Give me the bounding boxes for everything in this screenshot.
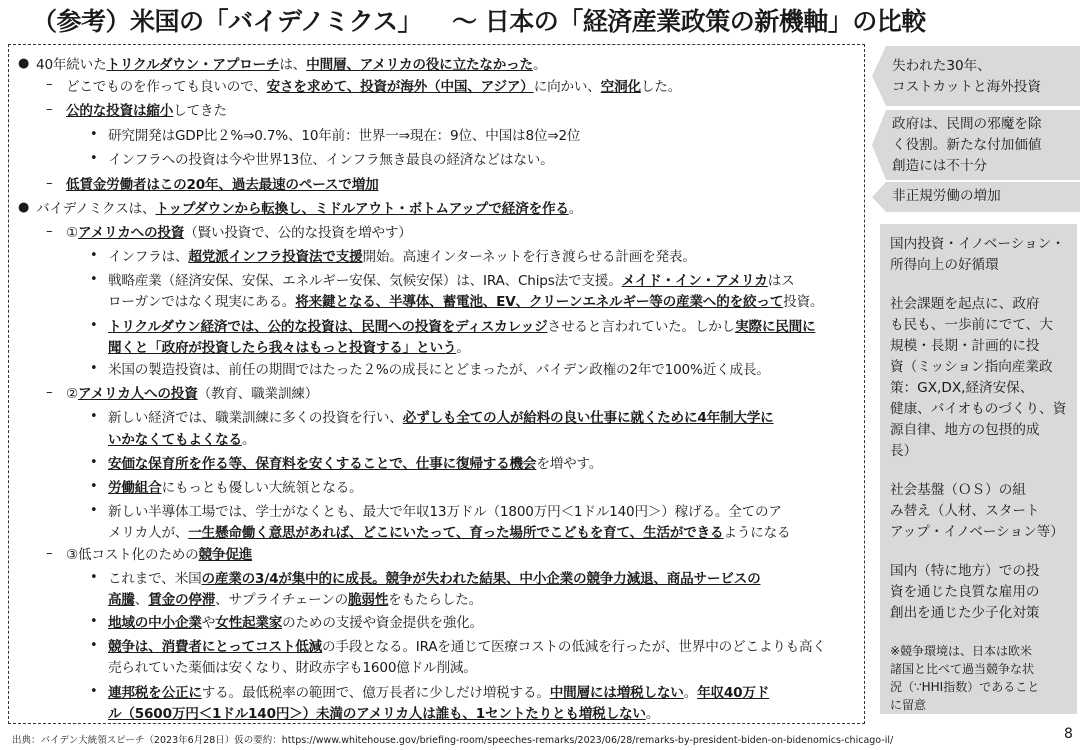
bullet-icon: ● xyxy=(18,200,30,215)
japan-policy-panel xyxy=(880,224,1077,714)
text-line: いかなくてもよくなる。 xyxy=(108,432,256,448)
panel-item: 社会基盤（ＯＳ）の組 み替え（人材、スタート アップ・イノベーション等） xyxy=(890,482,1064,540)
text-line: ローガンではなく現実にある。将来鍵となる、半導体、蓄電池、EV、クリーンエネルギー等の産業へ的を絞って投資。 xyxy=(108,294,824,310)
sub-bullet-icon: • xyxy=(90,318,98,333)
text-line: ル（5600万円＜1ドル140円＞）未満のアメリカ人は誰も、1セントたりとも増税しない。 xyxy=(108,706,660,722)
dash-icon: – xyxy=(46,546,53,561)
sub-bullet-icon: • xyxy=(90,127,98,142)
title-left: （参考）米国の「バイデノミクス」 xyxy=(32,7,423,36)
sub-bullet-icon: • xyxy=(90,570,98,585)
callout-lost-30-years: 失われた30年、 コストカットと海外投資 xyxy=(872,46,1080,106)
text-line: 公的な投資は縮小してきた xyxy=(66,103,227,119)
text-line: ②アメリカ人への投資（教育、職業訓練） xyxy=(66,386,319,402)
sub-bullet-icon: • xyxy=(90,614,98,629)
dash-icon: – xyxy=(46,385,53,400)
sub-bullet-icon: • xyxy=(90,455,98,470)
page-number: 8 xyxy=(1064,726,1073,742)
text-line: 40年続いたトリクルダウン・アプローチは、中間層、アメリカの役に立たなかった。 xyxy=(36,57,547,73)
dash-icon: – xyxy=(46,176,53,191)
text-line: メリカ人が、一生懸命働く意思があれば、どこにいたって、育った場所でこどもを育て、生活ができるようになる xyxy=(108,525,791,541)
callout-government-role: 政府は、民間の邪魔を除 く役割。新たな付加価値 創造には不十分 xyxy=(872,110,1080,180)
sub-bullet-icon: • xyxy=(90,479,98,494)
text-line: 聞くと「政府が投資したら我々はもっと投資する」という。 xyxy=(108,340,470,356)
panel-item: 社会課題を起点に、政府 も民も、一歩前にでて、大 規模・長期・計画的に投 資（ミッション指向産業政 策：GX,DX,経済安保、 健康、バイオものづくり、資 源自律、地方の包摂的成 長） xyxy=(890,296,1067,459)
text-line: 地域の中小企業や女性起業家のための支援や資金提供を強化。 xyxy=(108,615,484,631)
dash-icon: – xyxy=(46,102,53,117)
panel-item: 国内投資・イノベーション・ 所得向上の好循環 xyxy=(890,236,1065,273)
panel-item: 国内（特に地方）での投 資を通じた良質な雇用の 創出を通じた少子化対策 xyxy=(890,563,1040,621)
text-line: 米国の製造投資は、前任の期間ではたった２%の成長にとどまったが、バイデン政権の2年で100%近く成長。 xyxy=(108,362,770,378)
bullet-icon: ● xyxy=(18,56,30,71)
text-line: 高騰、賃金の停滞、サプライチェーンの脆弱性をもたらした。 xyxy=(108,592,482,608)
text-line: 研究開発はGDP比２%⇒0.7%、10年前：世界一⇒現在：9位、中国は8位⇒2位 xyxy=(108,128,581,144)
text-line: バイデノミクスは、トップダウンから転換し、ミドルアウト・ボトムアップで経済を作る。 xyxy=(36,201,583,217)
sub-bullet-icon: • xyxy=(90,151,98,166)
text-line: インフラは、超党派インフラ投資法で支援開始。高速インターネットを行き渡らせる計画を発表。 xyxy=(108,249,696,265)
text-line: これまで、米国の産業の3/4が集中的に成長。競争が失われた結果、中小企業の競争力減退、商品サービスの xyxy=(108,571,761,587)
text-line: インフラへの投資は今や世界13位、インフラ無き最良の経済などはない。 xyxy=(108,152,554,168)
sub-bullet-icon: • xyxy=(90,503,98,518)
sub-bullet-icon: • xyxy=(90,409,98,424)
text-line: 戦略産業（経済安保、安保、エネルギー安保、気候安保）は、IRA、Chips法で支援。メイド・イン・アメリカはス xyxy=(108,273,795,289)
sub-bullet-icon: • xyxy=(90,638,98,653)
text-line: 低賃金労働者はこの20年、過去最速のペースで増加 xyxy=(66,177,379,193)
callout-irregular-labor: 非正規労働の増加 xyxy=(872,182,1080,212)
text-line: 売られていた薬価は安くなり、財政赤字も1600億ドル削減。 xyxy=(108,660,477,676)
sub-bullet-icon: • xyxy=(90,361,98,376)
text-line: ①アメリカへの投資（賢い投資で、公的な投資を増やす） xyxy=(66,225,412,241)
text-line: 労働組合にもっとも優しい大統領となる。 xyxy=(108,480,363,496)
text-line: ③低コスト化のための競争促進 xyxy=(66,547,253,563)
text-line: 新しい半導体工場では、学士がなくとも、最大で年収13万ドル（1800万円＜1ドル140円＞）稼げる。全てのア xyxy=(108,504,782,520)
text-line: 安価な保育所を作る等、保育料を安くすることで、仕事に復帰する機会を増やす。 xyxy=(108,456,603,472)
text-line: トリクルダウン経済では、公的な投資は、民間への投資をディスカレッジさせると言われていた。しかし実際に民間に xyxy=(108,319,816,335)
page-title xyxy=(32,4,1072,40)
sub-bullet-icon: • xyxy=(90,248,98,263)
sub-bullet-icon: • xyxy=(90,684,98,699)
text-line: 連邦税を公正にする。最低税率の範囲で、億万長者に少しだけ増税する。中間層には増税しない。年収40万ド xyxy=(108,685,770,701)
panel-note: ※競争環境は、日本は欧米 諸国と比べて過当競争な状 況（∵HHI指数）であること に留意 xyxy=(890,644,1040,712)
text-line: どこでものを作っても良いので、安さを求めて、投資が海外（中国、アジア）に向かい、空洞化した。 xyxy=(66,79,682,95)
title-right: ～ 日本の「経済産業政策の新機軸」の比較 xyxy=(452,7,926,36)
dash-icon: – xyxy=(46,77,53,92)
footer-source: 出典：バイデン大統領スピーチ（2023年6月28日）仮の要約：https://www.whitehouse.gov/briefing-room/speeches-remarks/2023/06/28/remarks-by-president-biden-on-bidenomics-chicago-il/ xyxy=(12,735,894,746)
dash-icon: – xyxy=(46,224,53,239)
text-line: 新しい経済では、職業訓練に多くの投資を行い、必ずしも全ての人が給料の良い仕事に就くために4年制大学に xyxy=(108,410,774,426)
text-line: 競争は、消費者にとってコスト低減の手段となる。IRAを通じて医療コストの低減を行ったが、世界中のどこよりも高く xyxy=(108,639,826,655)
sub-bullet-icon: • xyxy=(90,272,98,287)
